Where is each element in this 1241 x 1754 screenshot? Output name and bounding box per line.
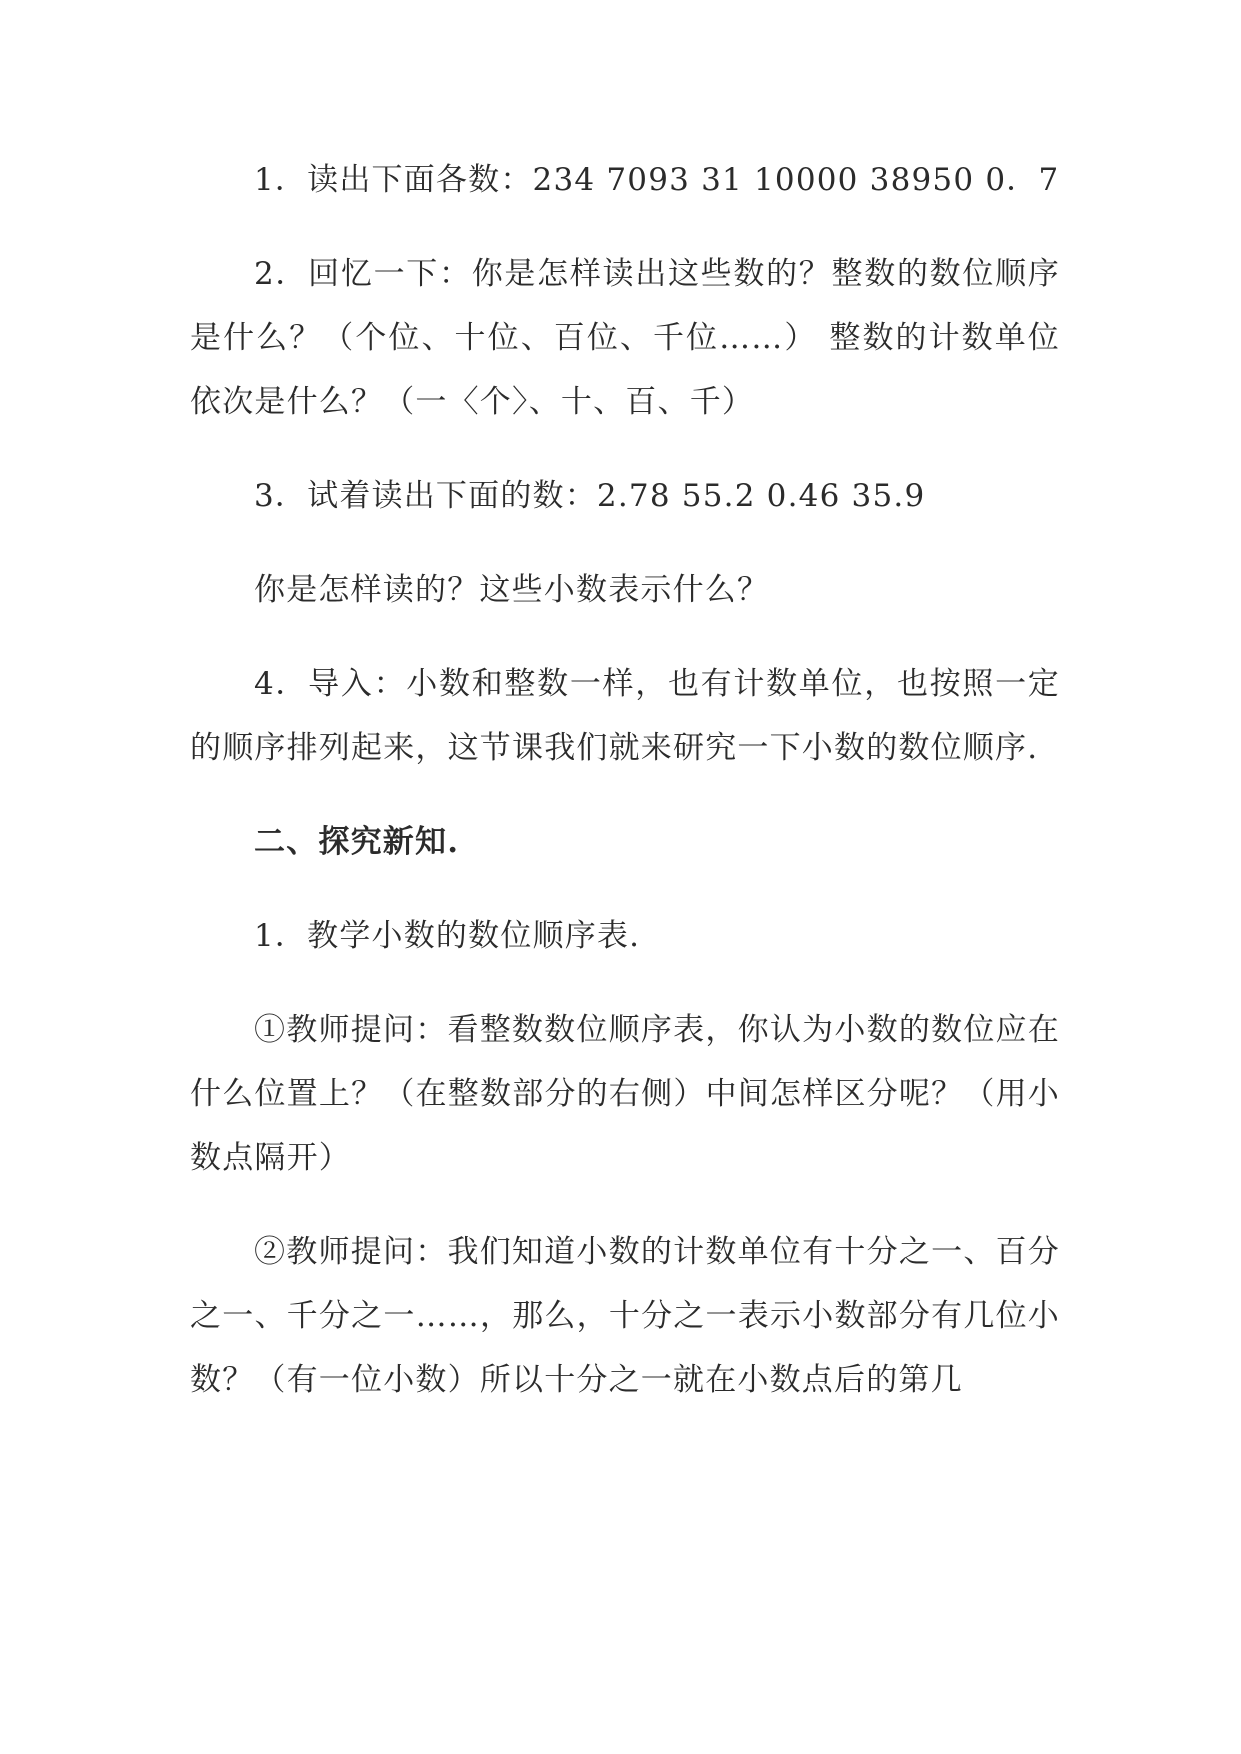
paragraph-4: 你是怎样读的？这些小数表示什么？ bbox=[254, 572, 770, 608]
paragraph-5: 4．导入：小数和整数一样，也有计数单位，也按照一定的顺序排列起来，这节课我们就来研究一下小数的数位顺序. bbox=[190, 666, 1060, 766]
paragraph-1: 1．读出下面各数：234 7093 31 10000 38950 0．7 bbox=[254, 162, 1060, 198]
paragraph-6: 1．教学小数的数位顺序表. bbox=[254, 918, 641, 954]
paragraph-7: ①教师提问：看整数数位顺序表，你认为小数的数位应在什么位置上？（在整数部分的右侧）中间怎样区分呢？（用小数点隔开） bbox=[190, 1012, 1060, 1176]
document-body bbox=[190, 148, 1060, 1412]
paragraph-8: ②教师提问：我们知道小数的计数单位有十分之一、百分之一、千分之一……，那么，十分之一表示小数部分有几位小数？（有一位小数）所以十分之一就在小数点后的第几 bbox=[190, 1234, 1060, 1398]
section-heading: 二、探究新知. bbox=[254, 824, 460, 860]
paragraph-3: 3．试着读出下面的数：2.78 55.2 0.46 35.9 bbox=[254, 478, 926, 514]
paragraph-2: 2．回忆一下：你是怎样读出这些数的？整数的数位顺序是什么？（个位、十位、百位、千位……） 整数的计数单位依次是什么？（一〈个〉、十、百、千） bbox=[190, 256, 1060, 420]
